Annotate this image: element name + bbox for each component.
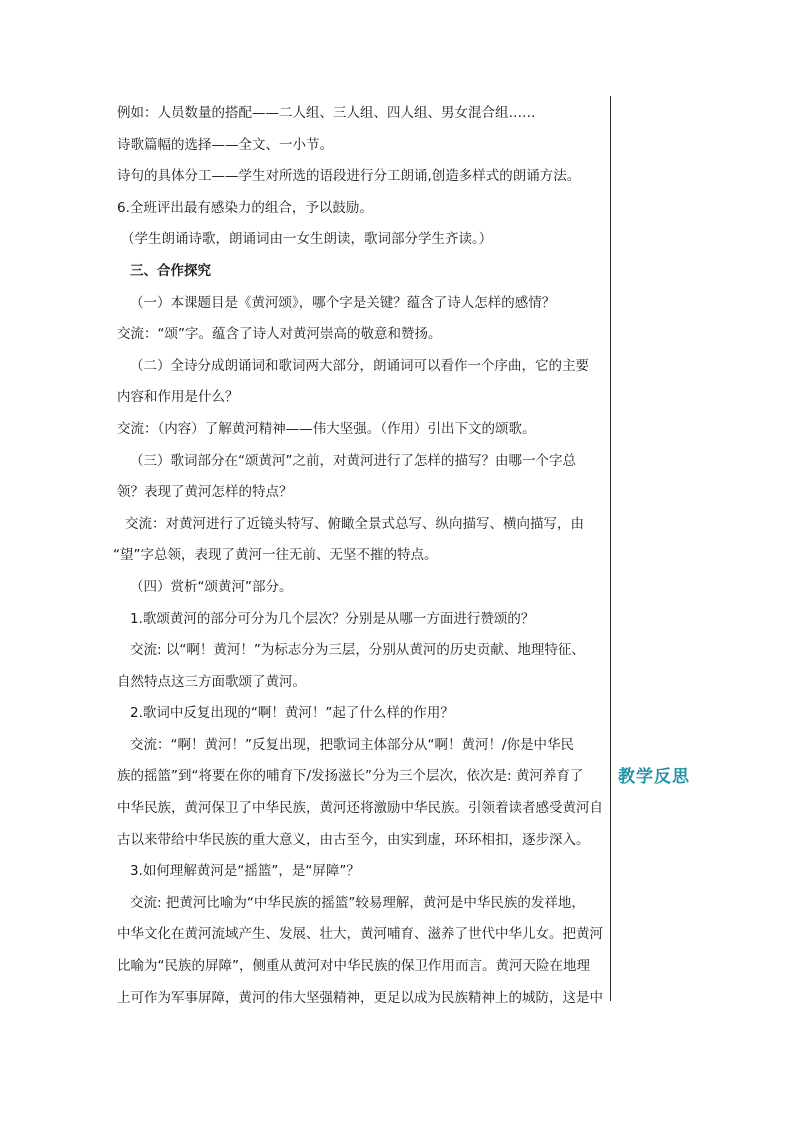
question-line: （四）赏析“颂黄河”部分。 [130, 578, 293, 595]
question-line: 3.如何理解黄河是“摇篮”，是“屏障”？ [130, 863, 360, 880]
text-line: 诗句的具体分工——学生对所选的语段进行分工朗诵,创造多样式的朗诵方法。 [117, 168, 581, 185]
answer-line: 比喻为“民族的屏障”，侧重从黄河对中华民族的保卫作用而言。黄河天险在地理 [117, 958, 590, 975]
answer-line: 上可作为军事屏障，黄河的伟大坚强精神，更足以成为民族精神上的城防，这是中 [117, 989, 603, 1006]
teaching-reflection-title: 教学反思 [618, 767, 690, 787]
answer-line: 交流：“颂”字。蕴含了诗人对黄河崇高的敬意和赞扬。 [117, 326, 442, 343]
question-line: 内容和作用是什么？ [117, 389, 239, 406]
question-line: （三）歌词部分在“颂黄河”之前，对黄河进行了怎样的描写？由哪一个字总 [130, 452, 576, 469]
question-line: 1.歌颂黄河的部分可分为几个层次？分别是从哪一方面进行赞颂的？ [130, 610, 535, 627]
answer-line: “望”字总领，表现了黄河一往无前、无坚不摧的特点。 [113, 547, 438, 564]
text-line: （学生朗诵诗歌，朗诵词由一女生朗读，歌词部分学生齐读。） [121, 231, 493, 248]
answer-line: 自然特点这三方面歌颂了黄河。 [117, 673, 306, 690]
text-line: 例如：人员数量的搭配——二人组、三人组、四人组、男女混合组…… [117, 105, 536, 121]
question-line: （二）全诗分成朗诵词和歌词两大部分，朗诵词可以看作一个序曲，它的主要 [130, 357, 589, 374]
answer-line: 交流：对黄河进行了近镜头特写、俯瞰全景式总写、纵向描写、横向描写，由 [125, 515, 584, 532]
answer-line: 交流: 以“啊！黄河！”为标志分为三层，分别从黄河的历史贡献、地理特征、 [130, 642, 585, 659]
question-line: （一）本课题目是《黄河颂》，哪个字是关键？蕴含了诗人怎样的感情？ [130, 294, 556, 311]
answer-line: 交流：（内容）了解黄河精神——伟大坚强。（作用）引出下文的颂歌。 [117, 420, 536, 437]
lesson-content [113, 98, 609, 1014]
answer-line: 交流: 把黄河比喻为“中华民族的摇篮”较易理解，黄河是中华民族的发祥地， [130, 894, 585, 911]
question-line: 2.歌词中反复出现的“啊！黄河！”起了什么样的作用？ [130, 705, 454, 722]
text-line: 6.全班评出最有感染力的组合，予以鼓励。 [117, 199, 373, 216]
section-heading: 三、合作探究 [130, 262, 211, 279]
question-line: 领？表现了黄河怎样的特点？ [117, 484, 293, 501]
column-divider [610, 96, 611, 1001]
answer-line: 交流：“啊！黄河！”反复出现，把歌词主体部分从“啊！黄河！/你是中华民 [130, 736, 575, 753]
text-line: 诗歌篇幅的选择——全文、一小节。 [117, 136, 333, 153]
answer-line: 中华文化在黄河流域产生、发展、壮大，黄河哺育、滋养了世代中华儿女。把黄河 [117, 926, 603, 943]
answer-line: 古以来带给中华民族的重大意义，由古至今，由实到虚，环环相扣，逐步深入。 [117, 831, 590, 848]
answer-line: 中华民族，黄河保卫了中华民族，黄河还将激励中华民族。引领着读者感受黄河自 [117, 800, 603, 817]
answer-line: 族的摇篮”到“将要在你的哺育下/发扬滋长”分为三个层次，依次是: 黄河养育了 [117, 768, 584, 785]
